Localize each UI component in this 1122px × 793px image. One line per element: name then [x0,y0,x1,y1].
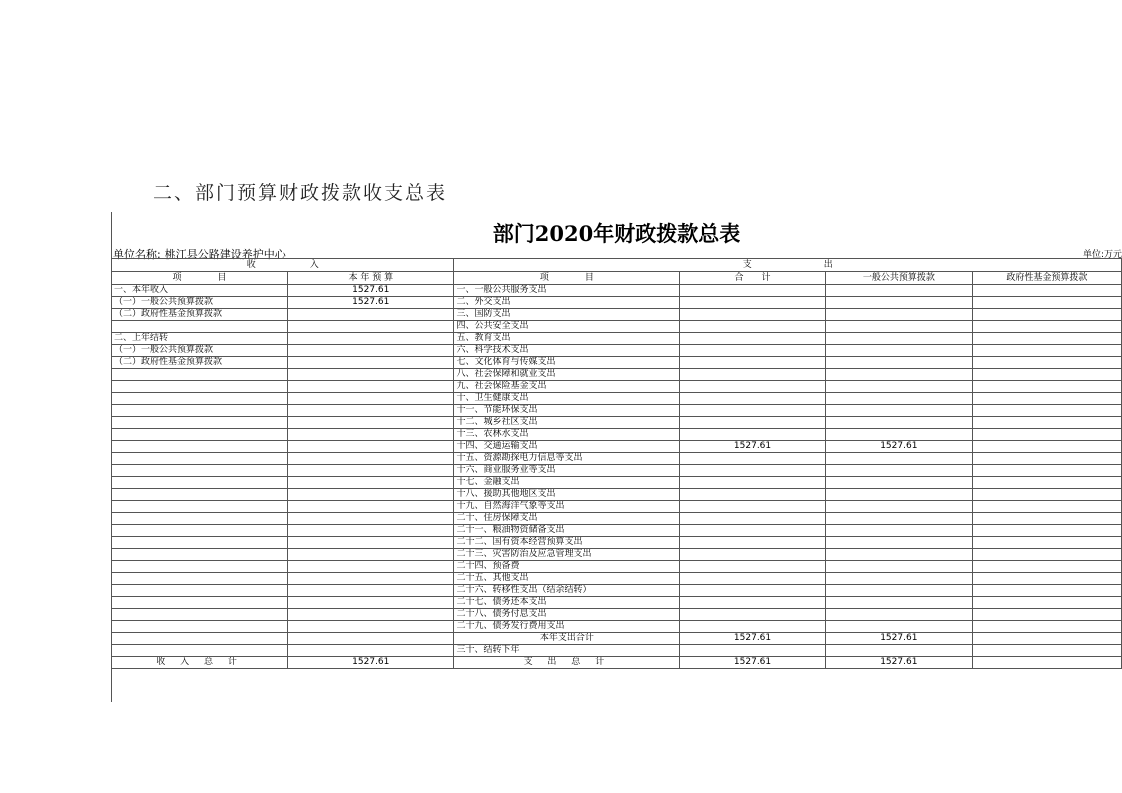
fund-budget-cell [972,477,1121,489]
table-row [112,297,1122,309]
general-budget-cell [825,525,972,537]
expense-item-cell: 二十八、债务付息支出 [454,609,680,621]
table-row [112,621,1122,633]
income-budget-cell [288,357,454,369]
fund-budget-cell [972,609,1121,621]
carry-label: 三十、结转下年 [454,645,680,657]
income-item-cell: （二）政府性基金预算拨款 [112,309,288,321]
total-cell [680,537,826,549]
fund-budget-cell [972,345,1121,357]
income-item-cell [112,513,288,525]
total-cell [680,393,826,405]
general-budget-cell [825,585,972,597]
fund-budget-cell [972,381,1121,393]
general-budget-cell [825,381,972,393]
income-grand-value: 1527.61 [288,657,454,669]
income-budget-cell [288,477,454,489]
income-budget-cell [288,381,454,393]
income-budget-cell [288,609,454,621]
income-budget-cell [288,513,454,525]
fund-budget-cell [972,417,1121,429]
fund-budget-cell [972,309,1121,321]
income-budget-cell [288,489,454,501]
table-row [112,453,1122,465]
grand-total: 1527.61 [680,657,826,669]
income-budget-header: 本 年 预 算 [288,272,454,285]
expense-item-cell: 十、卫生健康支出 [454,393,680,405]
fund-budget-cell [972,393,1121,405]
income-item-cell [112,453,288,465]
total-cell [680,321,826,333]
subtotal-fund [972,633,1121,645]
general-budget-cell [825,369,972,381]
table-row [112,501,1122,513]
table-title: 部门2020年财政拨款总表 [492,221,741,246]
total-cell [680,585,826,597]
expense-item-cell: 十一、节能环保支出 [454,405,680,417]
expense-item-cell: 二十六、转移性支出（结余结转） [454,585,680,597]
total-cell [680,429,826,441]
income-budget-cell [288,393,454,405]
general-budget-cell [825,429,972,441]
total-cell [680,453,826,465]
total-header: 合 计 [680,272,826,285]
total-cell [680,297,826,309]
fund-budget-cell [972,465,1121,477]
table-row [112,585,1122,597]
expense-header: 支 出 [454,259,1122,272]
total-cell [680,465,826,477]
table-row [112,549,1122,561]
general-budget-cell [825,549,972,561]
expense-item-cell: 二、外交支出 [454,297,680,309]
fund-budget-cell [972,585,1121,597]
carry-income-blank [112,645,288,657]
income-header: 收 入 [112,259,454,272]
income-item-cell [112,525,288,537]
table-row [112,441,1122,453]
table-row [112,513,1122,525]
fund-budget-cell [972,525,1121,537]
income-item-cell [112,549,288,561]
expense-item-cell: 三、国防支出 [454,309,680,321]
carry-row [112,645,1122,657]
header-row-2 [112,272,1122,285]
total-cell [680,405,826,417]
section-title: 二、部门预算财政拨款收支总表 [153,182,448,204]
grand-general: 1527.61 [825,657,972,669]
income-item-cell: （一）一般公共预算拨款 [112,297,288,309]
expense-item-cell: 四、公共安全支出 [454,321,680,333]
fund-budget-cell [972,549,1121,561]
expense-item-cell: 二十二、国有资本经营预算支出 [454,537,680,549]
total-cell [680,381,826,393]
total-cell [680,477,826,489]
income-item-cell [112,585,288,597]
income-item-cell [112,489,288,501]
general-budget-cell [825,621,972,633]
fund-budget-cell [972,561,1121,573]
income-item-cell [112,621,288,633]
total-cell [680,489,826,501]
income-item-cell [112,537,288,549]
income-item-cell [112,369,288,381]
income-budget-cell [288,417,454,429]
income-item-cell [112,405,288,417]
subtotal-total: 1527.61 [680,633,826,645]
general-budget-cell [825,405,972,417]
expense-item-cell: 六、科学技术支出 [454,345,680,357]
general-budget-cell [825,285,972,297]
general-budget-cell [825,297,972,309]
expense-item-cell: 十三、农林水支出 [454,429,680,441]
income-budget-cell [288,369,454,381]
income-budget-cell [288,525,454,537]
expense-item-cell: 十六、商业服务业等支出 [454,465,680,477]
expense-item-cell: 二十、住房保障支出 [454,513,680,525]
income-grand-label: 收 入 总 计 [112,657,288,669]
fund-budget-cell [972,369,1121,381]
fund-budget-cell [972,405,1121,417]
income-item-cell [112,477,288,489]
income-budget-cell: 1527.61 [288,297,454,309]
table-row [112,285,1122,297]
fund-budget-cell [972,429,1121,441]
table-row [112,561,1122,573]
expense-item-cell: 十九、自然海洋气象等支出 [454,501,680,513]
total-cell [680,345,826,357]
income-item-cell: （一）一般公共预算拨款 [112,345,288,357]
income-item-cell: 一、本年收入 [112,285,288,297]
general-budget-cell [825,513,972,525]
fund-budget-cell [972,513,1121,525]
income-item-cell: 二、上年结转 [112,333,288,345]
table-row [112,345,1122,357]
header-row-1 [112,259,1122,272]
income-item-cell [112,597,288,609]
table-row [112,393,1122,405]
income-item-cell [112,573,288,585]
fund-budget-cell [972,501,1121,513]
income-budget-cell [288,441,454,453]
income-budget-cell [288,549,454,561]
general-budget-cell [825,465,972,477]
expense-item-cell: 八、社会保障和就业支出 [454,369,680,381]
general-budget-cell [825,501,972,513]
unit-name-value: 桃江县公路建设养护中心 [164,248,286,261]
expense-item-cell: 一、一般公共服务支出 [454,285,680,297]
table-row [112,609,1122,621]
general-budget-cell [825,477,972,489]
general-budget-cell: 1527.61 [825,441,972,453]
expense-item-cell: 二十九、债务发行费用支出 [454,621,680,633]
fund-budget-cell [972,357,1121,369]
expense-item-cell: 十七、金融支出 [454,477,680,489]
table-row [112,333,1122,345]
income-item-cell [112,393,288,405]
expense-item-cell: 十八、援助其他地区支出 [454,489,680,501]
income-budget-cell [288,321,454,333]
income-item-cell: （二）政府性基金预算拨款 [112,357,288,369]
general-budget-cell [825,357,972,369]
budget-sheet [111,212,1122,702]
income-item-cell [112,417,288,429]
expense-item-cell: 二十三、灾害防治及应急管理支出 [454,549,680,561]
total-cell [680,573,826,585]
income-item-cell [112,441,288,453]
income-budget-cell [288,309,454,321]
general-budget-cell [825,573,972,585]
subtotal-budget-blank [288,633,454,645]
fund-budget-cell [972,321,1121,333]
expense-item-cell: 二十一、粮油物资储备支出 [454,525,680,537]
subtotal-row [112,633,1122,645]
carry-budget-blank [288,645,454,657]
income-budget-cell: 1527.61 [288,285,454,297]
general-budget-cell [825,561,972,573]
table-row [112,525,1122,537]
general-budget-cell [825,597,972,609]
subtotal-income-blank [112,633,288,645]
fund-budget-cell [972,333,1121,345]
fund-budget-header: 政府性基金预算拨款 [972,272,1121,285]
income-budget-cell [288,597,454,609]
total-cell: 1527.61 [680,441,826,453]
table-row [112,309,1122,321]
general-budget-cell [825,393,972,405]
table-row [112,417,1122,429]
income-budget-cell [288,345,454,357]
grand-fund [972,657,1121,669]
table-row [112,465,1122,477]
income-budget-cell [288,585,454,597]
total-cell [680,369,826,381]
income-budget-cell [288,429,454,441]
expense-item-cell: 十二、城乡社区支出 [454,417,680,429]
total-cell [680,621,826,633]
income-budget-cell [288,333,454,345]
total-cell [680,561,826,573]
table-row [112,489,1122,501]
income-item-cell [112,561,288,573]
expense-item-cell: 二十五、其他支出 [454,573,680,585]
fund-budget-cell [972,489,1121,501]
unit-name-label: 单位名称: [113,248,161,261]
income-item-cell [112,429,288,441]
fund-budget-cell [972,297,1121,309]
general-budget-cell [825,345,972,357]
unit-label: 单位:万元 [1082,250,1122,260]
expense-item-cell: 十四、交通运输支出 [454,441,680,453]
expense-item-cell: 二十四、预备费 [454,561,680,573]
income-budget-cell [288,537,454,549]
table-row [112,381,1122,393]
total-cell [680,525,826,537]
table-row [112,537,1122,549]
income-item-cell [112,381,288,393]
total-cell [680,309,826,321]
fund-budget-cell [972,621,1121,633]
total-cell [680,513,826,525]
subtotal-label: 本年支出合计 [454,633,680,645]
table-row [112,477,1122,489]
carry-fund [972,645,1121,657]
expense-item-cell: 五、教育支出 [454,333,680,345]
fund-budget-cell [972,453,1121,465]
carry-general [825,645,972,657]
expense-item-cell: 十五、资源勘探电力信息等支出 [454,453,680,465]
general-budget-cell [825,321,972,333]
income-item-header: 项 目 [112,272,288,285]
income-item-cell [112,609,288,621]
carry-total [680,645,826,657]
general-budget-cell [825,309,972,321]
income-budget-cell [288,453,454,465]
fund-budget-cell [972,597,1121,609]
income-budget-cell [288,573,454,585]
income-budget-cell [288,501,454,513]
income-budget-cell [288,465,454,477]
table-row [112,597,1122,609]
income-budget-cell [288,405,454,417]
income-budget-cell [288,621,454,633]
table-row [112,357,1122,369]
general-budget-cell [825,333,972,345]
general-budget-cell [825,489,972,501]
total-cell [680,609,826,621]
total-cell [680,597,826,609]
fund-budget-cell [972,573,1121,585]
expense-item-cell: 七、文化体育与传媒支出 [454,357,680,369]
table-row [112,429,1122,441]
general-budget-cell [825,453,972,465]
expense-item-cell: 九、社会保险基金支出 [454,381,680,393]
subtotal-general: 1527.61 [825,633,972,645]
budget-table [111,258,1122,669]
fund-budget-cell [972,537,1121,549]
expense-item-header: 项 目 [454,272,680,285]
total-cell [680,285,826,297]
total-cell [680,549,826,561]
income-budget-cell [288,561,454,573]
table-row [112,573,1122,585]
general-budget-cell [825,417,972,429]
expense-item-cell: 二十七、债务还本支出 [454,597,680,609]
fund-budget-cell [972,441,1121,453]
expense-grand-label: 支 出 总 计 [454,657,680,669]
total-cell [680,501,826,513]
income-item-cell [112,465,288,477]
fund-budget-cell [972,285,1121,297]
table-row [112,369,1122,381]
table-row [112,321,1122,333]
table-row [112,405,1122,417]
general-budget-cell [825,609,972,621]
total-cell [680,333,826,345]
income-item-cell [112,501,288,513]
income-item-cell [112,321,288,333]
general-budget-cell [825,537,972,549]
total-cell [680,417,826,429]
grand-total-row [112,657,1122,669]
total-cell [680,357,826,369]
general-budget-header: 一般公共预算拨款 [825,272,972,285]
